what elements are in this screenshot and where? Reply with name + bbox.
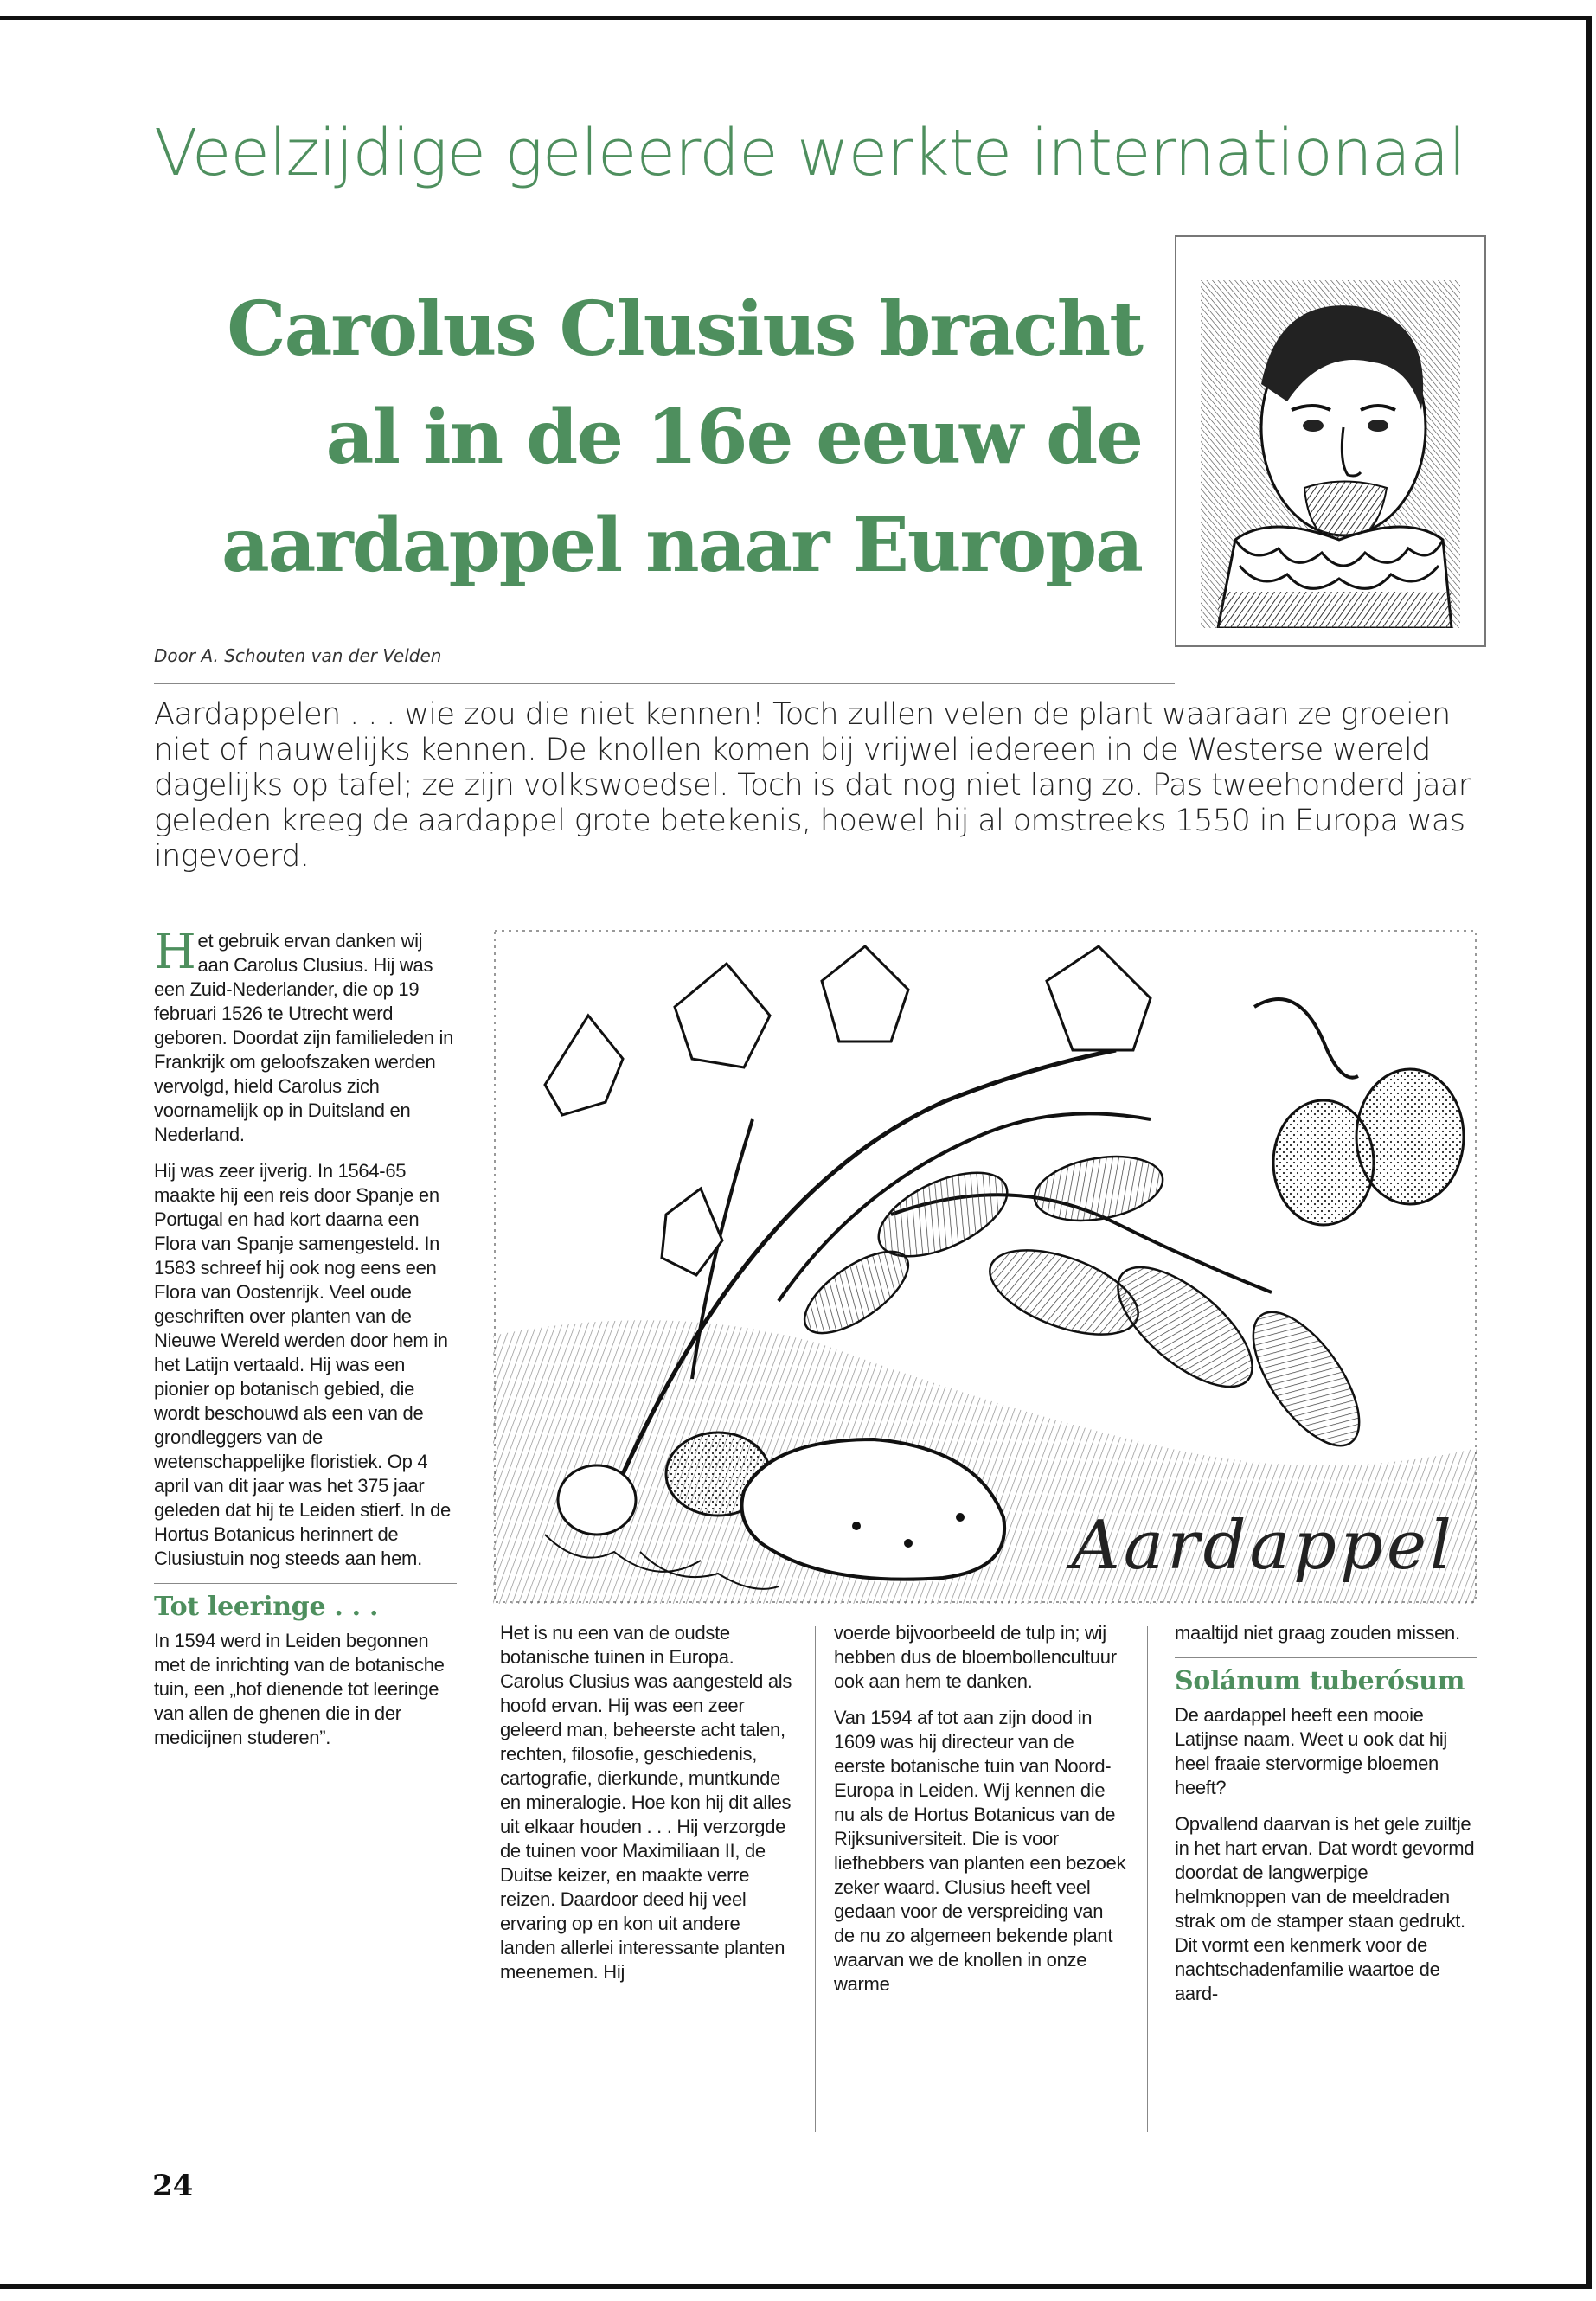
byline: Door A. Schouten van der Velden — [154, 645, 442, 666]
column-4-rule — [1175, 1657, 1477, 1658]
column-1-paragraph-1: Het gebruik ervan danken wij aan Carolus Clusius. Hij was een Zuid-Nederlander, die op 19 februari 1526 te Utrecht werd geboren. Doordat zijn familieleden in Frankrijk om geloofszaken werden vervolgd, hield Carolus zich voornamelijk op in Duitsland en Nederland. — [154, 924, 454, 1145]
headline-line-3: aardappel naar Europa — [221, 502, 1142, 589]
column-4-paragraph-2: De aardappel heeft een mooie Latijnse naam. Weet u ook dat hij heel fraaie stervormige bloemen heeft? — [1175, 1704, 1447, 1798]
column-divider-3 — [1147, 1626, 1148, 2132]
column-4 — [1175, 1621, 1477, 2018]
column-4-paragraph-3: Opvallend daarvan is het gele zuiltje in het hart ervan. Dat wordt gevormd doordat de langwerpige helmknoppen van de meeldraden strak om de stamper staan gedrukt. Dit vormt een kenmerk voor de nachtschadenfamilie waartoe de aard- — [1175, 1813, 1475, 2004]
subhead-tot-leeringe: Tot leeringe . . . — [154, 1592, 379, 1622]
intro-paragraph: Aardappelen . . . wie zou die niet kennen! Toch zullen velen de plant waaraan ze groeien niet of nauwelijks kennen. De knollen komen bij vrijwel iedereen in de Westerse wereld dagelijks op tafel; ze zijn volkswoedsel. Toch is dat nog niet lang zo. Pas tweehonderd jaar geleden kreeg de aardappel grote betekenis, hoewel hij al omstreeks 1550 in Europa was ingevoerd. — [154, 697, 1471, 874]
portrait-engraving — [1201, 280, 1460, 628]
potato-plant-illustration — [493, 929, 1477, 1604]
column-divider-2 — [815, 1626, 816, 2132]
column-1 — [154, 924, 457, 1762]
column-1-paragraph-3: In 1594 werd in Leiden begonnen met de inrichting van de botanische tuin, een „hof dienende tot leeringe van allen de ghenen die in der medicijnen studeren”. — [154, 1630, 445, 1748]
portrait-clusius — [1175, 235, 1486, 647]
column-3-paragraph-2: Van 1594 af tot aan zijn dood in 1609 was hij directeur van de eerste botanische tuin van Noord-Europa in Leiden. Wij kennen die nu als de Hortus Botanicus van de Rijksuniversiteit. Die is voor liefhebbers van planten een bezoek zeker waard. Clusius heeft veel gedaan voor de verspreiding van de nu zo algemeen bekende plant waarvan we de knollen in onze warme — [834, 1707, 1126, 1995]
header-rule — [154, 683, 1175, 684]
illustration-drawing — [493, 929, 1477, 1604]
headline-line-2: al in de 16e eeuw de — [325, 394, 1142, 481]
kicker-title: Veelzijdige geleerde werkte internationaal — [154, 116, 1465, 190]
column-2-paragraph-1: Het is nu een van de oudste botanische tuinen in Europa. Carolus Clusius was aangesteld als hoofd ervan. Hij was een zeer geleerd man, beheerste acht talen, rechten, filosofie, geschiedenis, cartografie, dierkunde, muntkunde en mineralogie. Hoe kon hij dit alles uit elkaar houden . . . Hij verzorgde de tuinen voor Maximiliaan II, de Duitse keizer, en maakte verre reizen. Daardoor deed hij veel ervaring op en kon uit andere landen allerlei interessante planten meenemen. Hij — [500, 1622, 792, 1983]
page-number: 24 — [152, 2169, 194, 2203]
column-4-paragraph-1: maaltijd niet graag zouden missen. — [1175, 1622, 1460, 1644]
column-1-rule — [154, 1583, 457, 1584]
subhead-solanum-tuberosum: Solánum tuberósum — [1175, 1666, 1465, 1696]
headline-line-1: Carolus Clusius bracht — [227, 285, 1142, 373]
illustration-signature: Aardappel — [1071, 1507, 1455, 1585]
column-1-paragraph-2: Hij was zeer ijverig. In 1564-65 maakte hij een reis door Spanje en Portugal en had kort daarna een Flora van Spanje samengesteld. In 1583 schreef hij ook nog eens een Flora van Oostenrijk. Veel oude geschriften over planten van de Nieuwe Wereld werden door hem in het Latijn vertaald. Hij was een pionier op botanisch gebied, die wordt beschouwd als een van de grondleggers van de wetenschappelijke floristiek. Op 4 april van dit jaar was het 375 jaar geleden dat hij te Leiden stierf. In de Hortus Botanicus herinnert de Clusiustuin nog steeds aan hem. — [154, 1160, 451, 1569]
column-3 — [834, 1621, 1128, 2009]
headline — [138, 275, 1142, 599]
column-2 — [500, 1621, 796, 1997]
drop-cap: H — [154, 924, 196, 980]
column-3-paragraph-1: voerde bijvoorbeeld de tulp in; wij hebben dus de bloembollencultuur ook aan hem te danken. — [834, 1622, 1117, 1692]
